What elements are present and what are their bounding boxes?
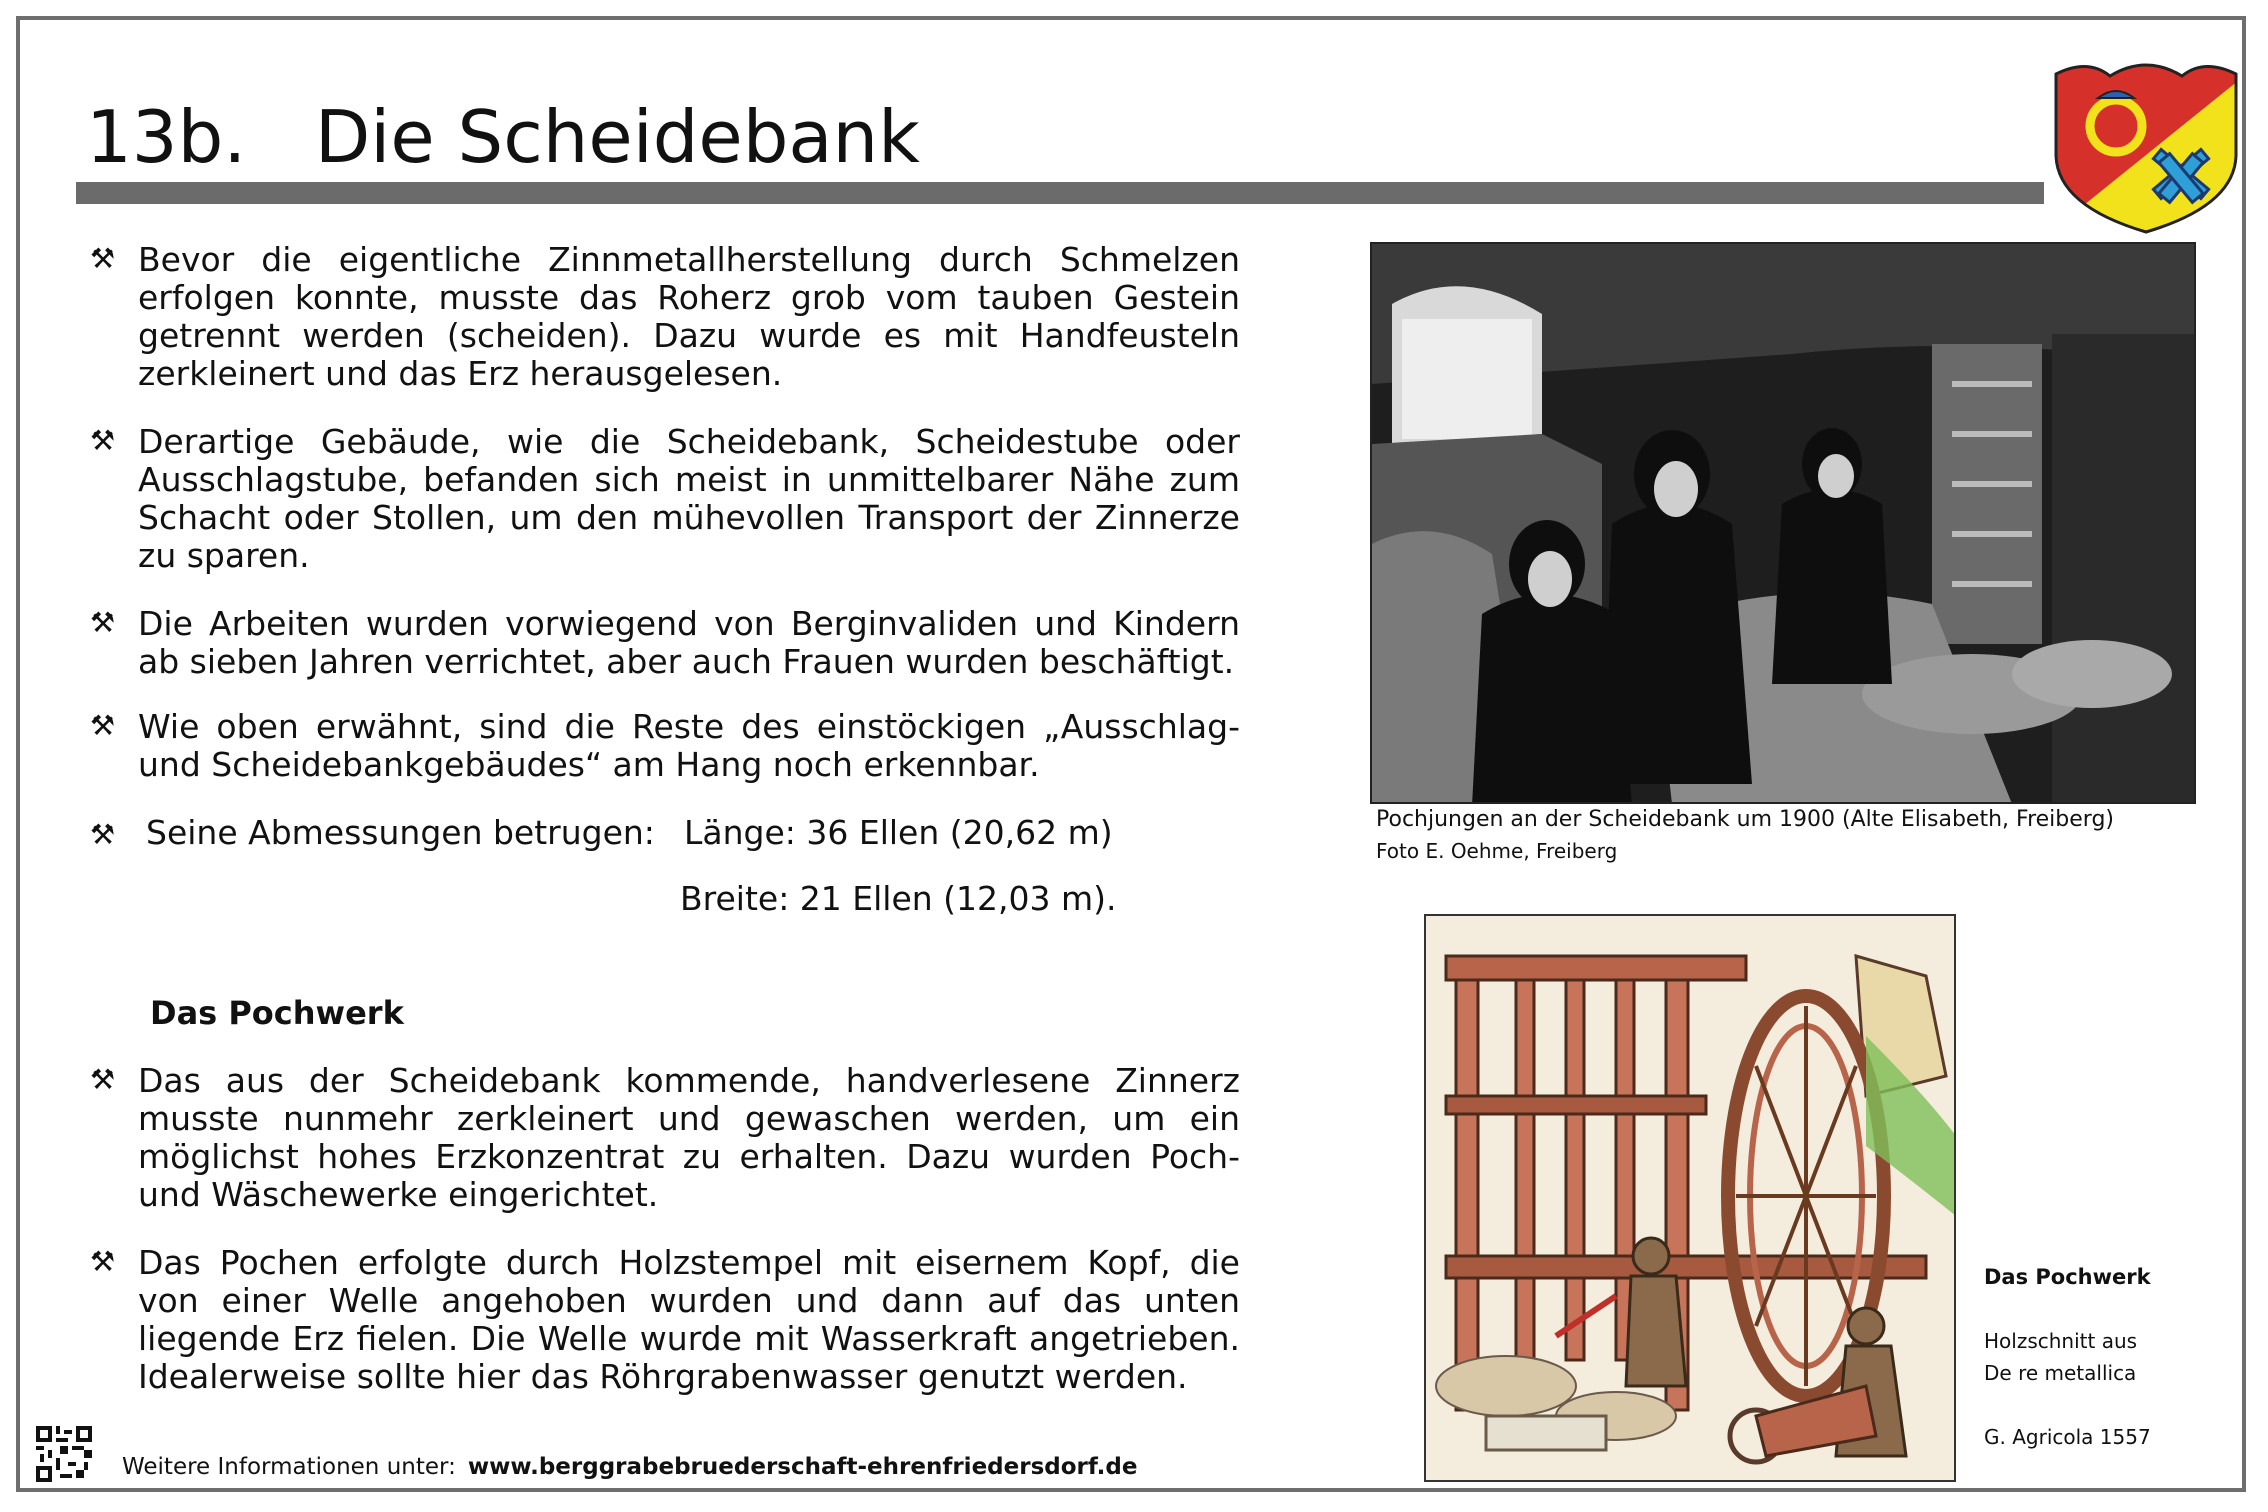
photo-caption: Pochjungen an der Scheidebank um 1900 (Alte Elisabeth, Freiberg) bbox=[1376, 807, 2114, 832]
hammer-pick-icon: ⚒ bbox=[90, 242, 116, 275]
footer-url-link[interactable]: www.berggrabebruederschaft-ehrenfriedersdorf.de bbox=[467, 1454, 1138, 1480]
woodcut-illustration bbox=[1424, 914, 1956, 1482]
dimensions-length: Länge: 36 Ellen (20,62 m) bbox=[684, 813, 1113, 852]
bullet-text: Wie oben erwähnt, sind die Reste des einstöckigen „Ausschlag- und Scheidebankgebäudes“ am Hang noch erkennbar. bbox=[138, 707, 1240, 784]
hammer-pick-icon: ⚒ bbox=[90, 1063, 116, 1096]
hammer-pick-icon: ⚒ bbox=[90, 1245, 116, 1278]
list-item bbox=[90, 605, 1240, 681]
dimensions-width: Breite: 21 Ellen (12,03 m). bbox=[680, 879, 1117, 918]
dimensions-label: Seine Abmessungen betrugen: bbox=[146, 813, 655, 852]
footer-label: Weitere Informationen unter: bbox=[122, 1454, 456, 1480]
list-item bbox=[90, 1062, 1240, 1214]
qr-code-icon bbox=[36, 1426, 92, 1482]
list-item bbox=[90, 423, 1240, 575]
coat-of-arms-icon bbox=[2048, 56, 2244, 234]
hammer-pick-icon: ⚒ bbox=[90, 424, 116, 457]
hammer-pick-icon: ⚒ bbox=[90, 818, 116, 851]
woodcut-line1: Holzschnitt aus bbox=[1984, 1329, 2138, 1353]
footer bbox=[122, 1452, 1137, 1482]
bullet-text: Bevor die eigentliche Zinnmetallherstellung durch Schmelzen erfolgen konnte, musste das Roherz grob vom tauben Gestein getrennt werden (scheiden). Dazu wurde es mit Handfeusteln zerkleinert und das Erz herausgelesen. bbox=[138, 240, 1240, 393]
page-title: 13b. Die Scheidebank bbox=[86, 95, 920, 179]
photo-credit: Foto E. Oehme, Freiberg bbox=[1376, 839, 1618, 863]
section-heading: Das Pochwerk bbox=[150, 994, 404, 1032]
list-item bbox=[90, 708, 1240, 784]
hammer-pick-icon: ⚒ bbox=[90, 606, 116, 639]
list-item bbox=[90, 1244, 1240, 1396]
bullet-text: Die Arbeiten wurden vorwiegend von Berginvaliden und Kindern ab sieben Jahren verrichtet, aber auch Frauen wurden beschäftigt. bbox=[138, 604, 1240, 681]
woodcut-title: Das Pochwerk bbox=[1984, 1265, 2151, 1289]
historic-photo bbox=[1370, 242, 2196, 804]
bullet-text: Derartige Gebäude, wie die Scheidebank, Scheidestube oder Ausschlagstube, befanden sich meist in unmittelbarer Nähe zum Schacht oder Stollen, um den mühevollen Transport der Zinnerze zu sparen. bbox=[138, 422, 1240, 575]
woodcut-line2: De re metallica bbox=[1984, 1361, 2137, 1385]
bullet-text: Das Pochen erfolgte durch Holzstempel mit eisernem Kopf, die von einer Welle angehoben wurden und dann auf das unten liegende Erz fielen. Die Welle wurde mit Wasserkraft angetrieben. Idealerweise sollte hier das Röhrgrabenwasser genutzt werden. bbox=[138, 1243, 1240, 1396]
list-item bbox=[90, 241, 1240, 393]
hammer-pick-icon: ⚒ bbox=[90, 709, 116, 742]
title-underline bbox=[76, 182, 2044, 204]
woodcut-author: G. Agricola 1557 bbox=[1984, 1425, 2151, 1449]
bullet-text: Das aus der Scheidebank kommende, handverlesene Zinnerz musste nunmehr zerkleinert und gewaschen werden, um ein möglichst hohes Erzkonzentrat zu erhalten. Dazu wurden Poch- und Wäschewerke eingerichtet. bbox=[138, 1061, 1240, 1214]
